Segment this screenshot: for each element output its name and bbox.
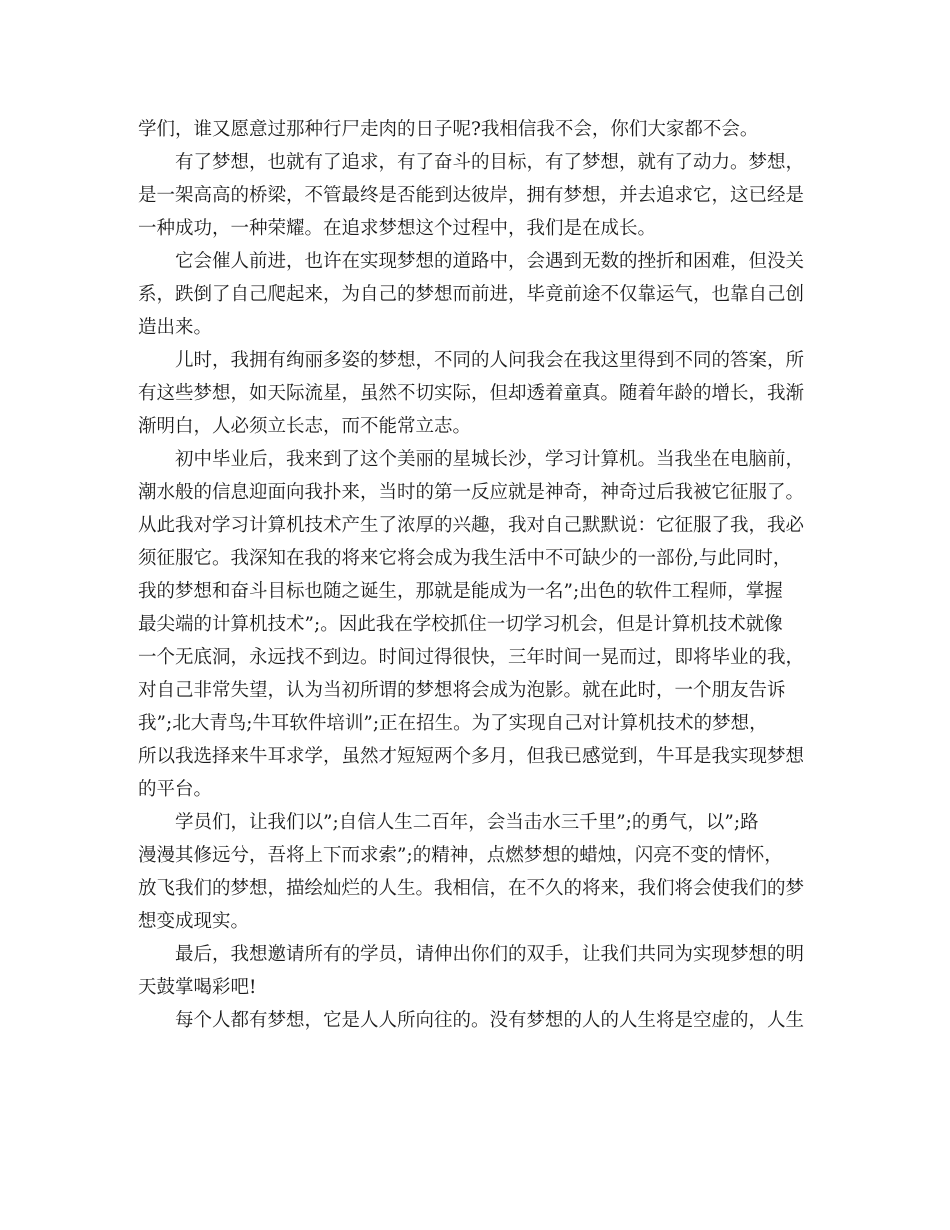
text-line: 漫漫其修远兮，吾将上下而求索”;的精神，点燃梦想的蜡烛，闪亮不变的情怀，	[138, 845, 783, 866]
document-body	[138, 113, 814, 1037]
text-line: 有这些梦想，如天际流星，虽然不切实际，但却透着童真。随着年龄的增长，我渐	[138, 383, 805, 404]
paragraph-first-line: 学员们，让我们以”;自信人生二百年，会当击水三千里”;的勇气，以”;路	[175, 812, 759, 833]
paragraph-first-line: 它会催人前进，也许在实现梦想的道路中，会遇到无数的挫折和困难，但没关	[175, 251, 805, 272]
text-line: 所以我选择来牛耳求学，虽然才短短两个多月，但我已感觉到，牛耳是我实现梦想	[138, 746, 805, 767]
text-line: 造出来。	[138, 317, 213, 338]
text-line: 对自己非常失望，认为当初所谓的梦想将会成为泡影。就在此时，一个朋友告诉	[138, 680, 786, 701]
text-line: 想变成现实。	[138, 911, 250, 932]
text-line: 是一架高高的桥梁，不管最终是否能到达彼岸，拥有梦想，并去追求它，这已经是	[138, 185, 805, 206]
text-line: 天鼓掌喝彩吧!	[138, 977, 257, 998]
text-line: 最尖端的计算机技术”;。因此我在学校抓住一切学习机会，但是计算机技术就像	[138, 614, 783, 635]
text-line: 潮水般的信息迎面向我扑来，当时的第一反应就是神奇，神奇过后我被它征服了。	[138, 482, 805, 503]
text-line: 的平台。	[138, 779, 213, 800]
text-line: 学们，谁又愿意过那种行尸走肉的日子呢?我相信我不会，你们大家都不会。	[138, 119, 759, 140]
text-line: 须征服它。我深知在我的将来它将会成为我生活中不可缺少的一部份,与此同时，	[138, 548, 792, 569]
text-line: 渐明白，人必须立长志，而不能常立志。	[138, 416, 472, 437]
paragraph-first-line: 最后，我想邀请所有的学员，请伸出你们的双手，让我们共同为实现梦想的明	[175, 944, 805, 965]
text-line: 放飞我们的梦想，描绘灿烂的人生。我相信，在不久的将来，我们将会使我们的梦	[138, 878, 805, 899]
paragraph-first-line: 儿时，我拥有绚丽多姿的梦想，不同的人问我会在我这里得到不同的答案，所	[175, 350, 805, 371]
paragraph-first-line: 每个人都有梦想，它是人人所向往的。没有梦想的人的人生将是空虚的，人生	[175, 1010, 805, 1031]
text-line: 一种成功，一种荣耀。在追求梦想这个过程中，我们是在成长。	[138, 218, 657, 239]
text-line: 系，跌倒了自己爬起来，为自己的梦想而前进，毕竟前途不仅靠运气，也靠自己创	[138, 284, 805, 305]
text-line: 我”;北大青鸟;牛耳软件培训”;正在招生。为了实现自己对计算机技术的梦想，	[138, 713, 768, 734]
paragraph-first-line: 初中毕业后，我来到了这个美丽的星城长沙，学习计算机。当我坐在电脑前，	[175, 449, 805, 470]
paragraph-first-line: 有了梦想，也就有了追求，有了奋斗的目标，有了梦想，就有了动力。梦想，	[175, 152, 805, 173]
text-line: 一个无底洞，永远找不到边。时间过得很快，三年时间一晃而过，即将毕业的我，	[138, 647, 805, 668]
text-line: 我的梦想和奋斗目标也随之诞生，那就是能成为一名”;出色的软件工程师，掌握	[138, 581, 783, 602]
text-line: 从此我对学习计算机技术产生了浓厚的兴趣，我对自己默默说：它征服了我，我必	[138, 515, 805, 536]
